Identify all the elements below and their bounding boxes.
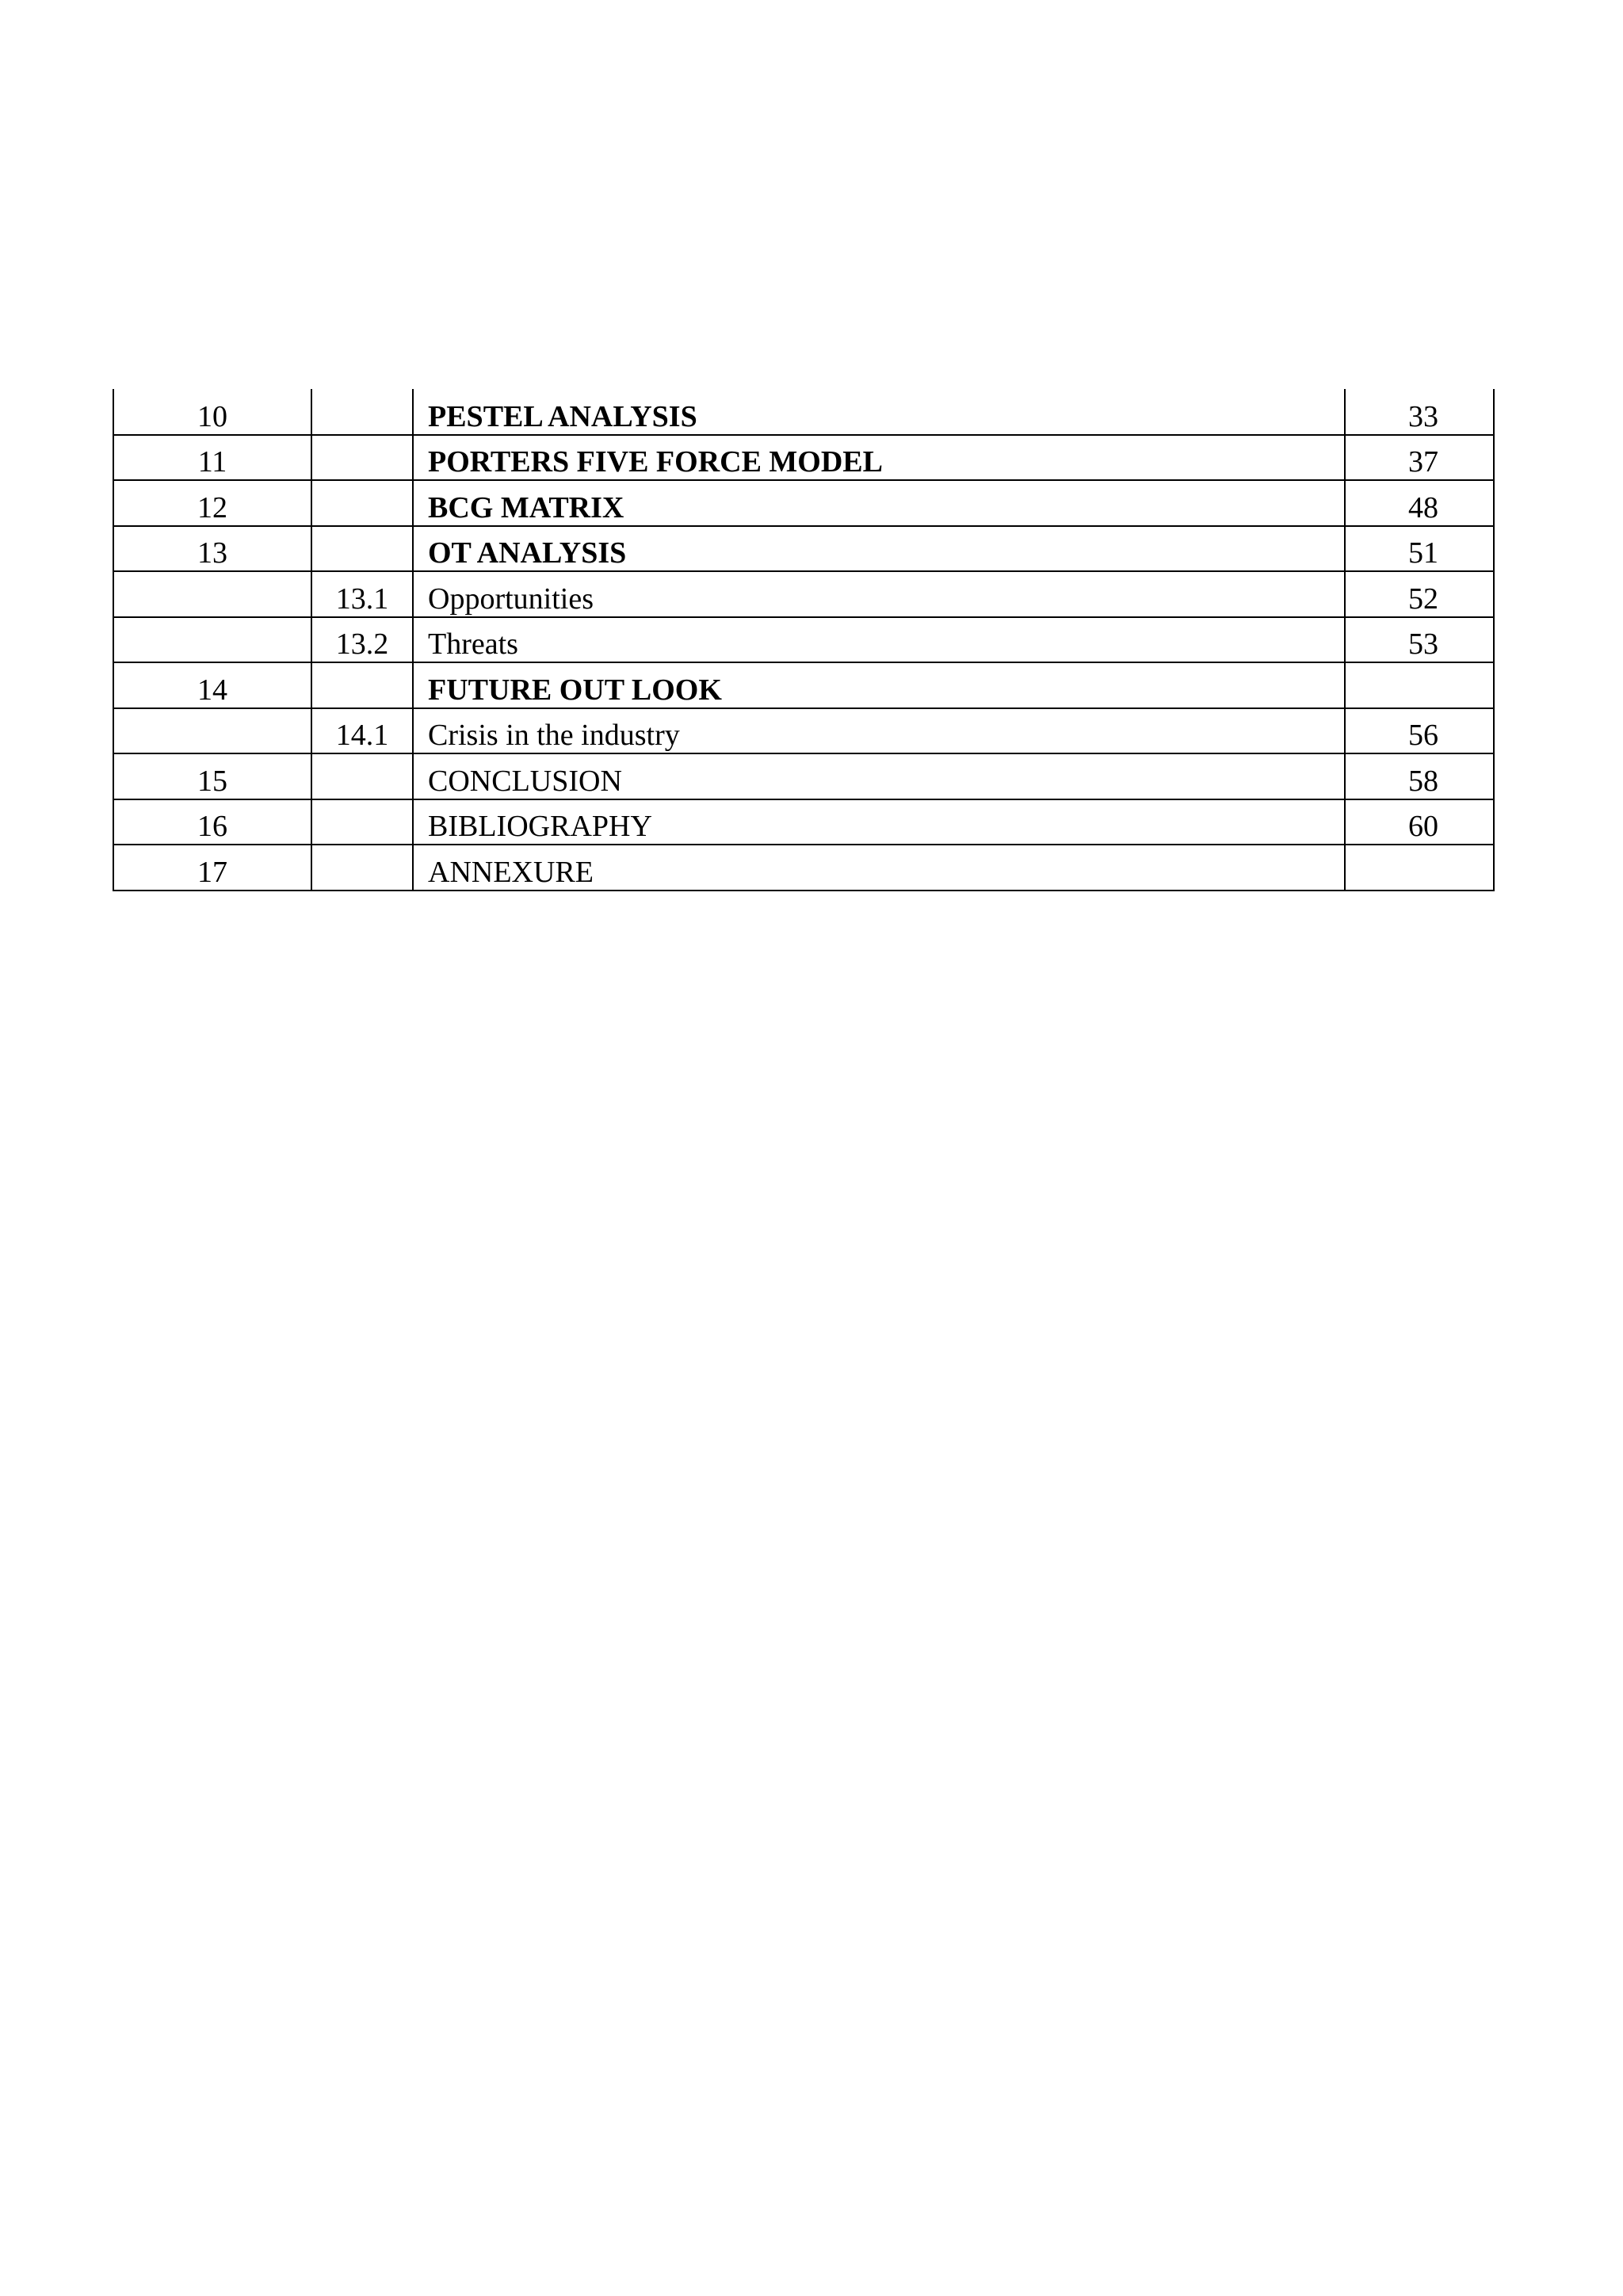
page-number: 33 (1345, 389, 1494, 435)
entry-title: OT ANALYSIS (413, 526, 1345, 572)
page-number: 58 (1345, 753, 1494, 799)
chapter-number: 10 (113, 389, 311, 435)
entry-title: CONCLUSION (413, 753, 1345, 799)
section-number: 13.2 (311, 617, 413, 663)
page-number: 37 (1345, 435, 1494, 481)
section-number (311, 480, 413, 526)
chapter-number (113, 617, 311, 663)
page-number: 51 (1345, 526, 1494, 572)
chapter-number: 11 (113, 435, 311, 481)
page-number: 60 (1345, 799, 1494, 845)
entry-title: BIBLIOGRAPHY (413, 799, 1345, 845)
entry-title: Opportunities (413, 571, 1345, 617)
entry-title: PORTERS FIVE FORCE MODEL (413, 435, 1345, 481)
section-number (311, 435, 413, 481)
section-number (311, 662, 413, 708)
page-number: 52 (1345, 571, 1494, 617)
table-row (113, 526, 1494, 572)
toc-body (113, 389, 1494, 891)
chapter-number: 16 (113, 799, 311, 845)
table-row (113, 753, 1494, 799)
section-number (311, 845, 413, 891)
table-row (113, 662, 1494, 708)
table-row (113, 617, 1494, 663)
chapter-number: 12 (113, 480, 311, 526)
section-number: 14.1 (311, 708, 413, 754)
chapter-number: 13 (113, 526, 311, 572)
table-of-contents (113, 389, 1495, 891)
entry-title: Crisis in the industry (413, 708, 1345, 754)
entry-title: BCG MATRIX (413, 480, 1345, 526)
page-number: 53 (1345, 617, 1494, 663)
section-number (311, 526, 413, 572)
entry-title: ANNEXURE (413, 845, 1345, 891)
page-number (1345, 662, 1494, 708)
section-number (311, 753, 413, 799)
chapter-number: 14 (113, 662, 311, 708)
section-number: 13.1 (311, 571, 413, 617)
table-row (113, 480, 1494, 526)
entry-title: PESTEL ANALYSIS (413, 389, 1345, 435)
page-number: 56 (1345, 708, 1494, 754)
entry-title: FUTURE OUT LOOK (413, 662, 1345, 708)
section-number (311, 389, 413, 435)
chapter-number (113, 708, 311, 754)
chapter-number (113, 571, 311, 617)
table-row (113, 799, 1494, 845)
table-row (113, 845, 1494, 891)
page-number: 48 (1345, 480, 1494, 526)
chapter-number: 15 (113, 753, 311, 799)
section-number (311, 799, 413, 845)
table-row (113, 571, 1494, 617)
entry-title: Threats (413, 617, 1345, 663)
table-row (113, 389, 1494, 435)
page-number (1345, 845, 1494, 891)
chapter-number: 17 (113, 845, 311, 891)
table-row (113, 708, 1494, 754)
table-row (113, 435, 1494, 481)
